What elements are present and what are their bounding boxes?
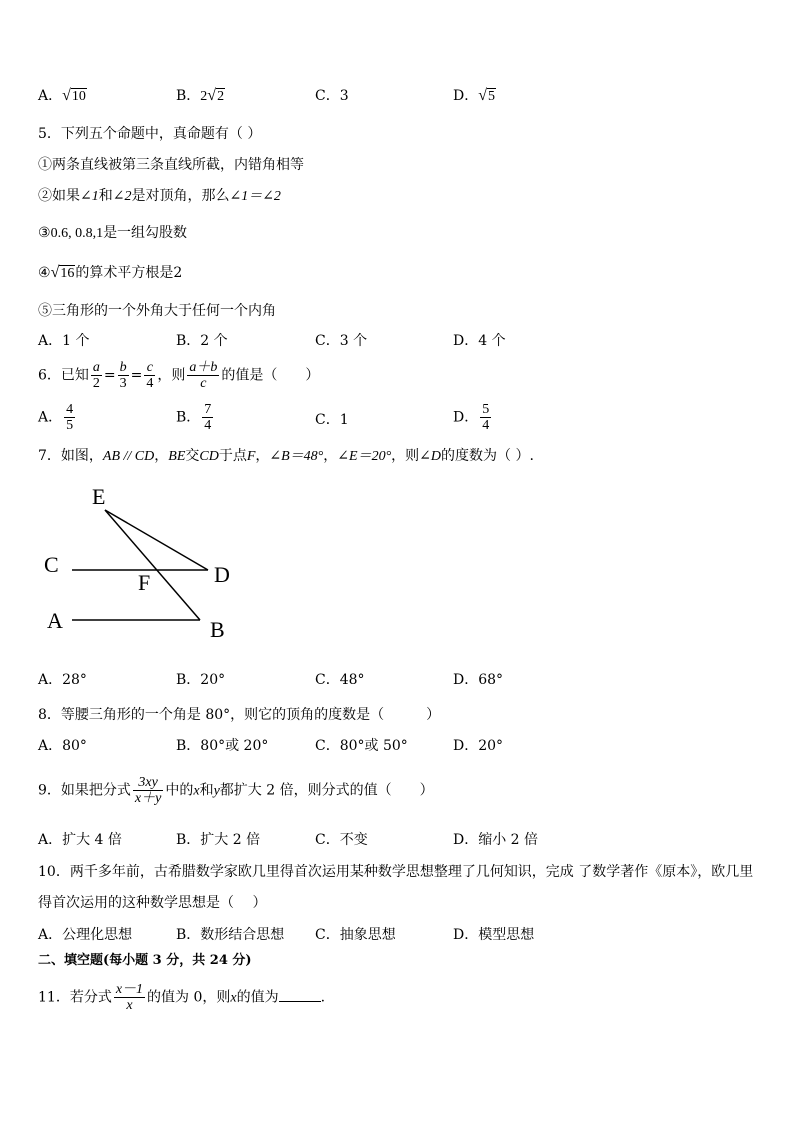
q5-option-d[interactable]: D．4 个 xyxy=(453,333,506,349)
q8-option-a[interactable]: A．80° xyxy=(38,738,87,754)
fraction-c-over-4: $\frac{c}{4}$ xyxy=(146,360,154,391)
fraction-x-minus-1-over-x: $\frac{x-1}{x}$ xyxy=(115,982,144,1013)
q4-option-a[interactable]: A．√10 xyxy=(38,87,86,104)
q7-option-a[interactable]: A．28° xyxy=(38,672,87,688)
sqrt-5: √5 xyxy=(478,87,496,104)
label-C: C xyxy=(44,552,59,577)
q9-option-c[interactable]: C．不变 xyxy=(315,832,368,848)
section-2-title: 二、填空题(每小题 3 分，共 24 分) xyxy=(38,953,252,968)
q7-stem: 7．如图，AB // CD，BE交CD于点F，∠B＝48°，∠E＝20°，则∠D的度数为（ ）. xyxy=(38,448,534,464)
label-E: E xyxy=(92,484,106,509)
q6-option-c[interactable]: C．1 xyxy=(315,412,349,428)
q5-option-c[interactable]: C．3 个 xyxy=(315,333,368,349)
fraction-a-over-2: $\frac{a}{2}$ xyxy=(92,360,100,391)
q9-option-b[interactable]: B．扩大 2 倍 xyxy=(176,832,261,848)
label-B: B xyxy=(210,617,225,642)
q8-option-c[interactable]: C．80°或 50° xyxy=(315,738,408,754)
line-EB xyxy=(105,510,200,620)
q10-stem-line1: 10．两千多年前，古希腊数学家欧几里得首次运用某种数学思想整理了几何知识，完成 了数学著作《原本》，欧几里 xyxy=(38,864,754,880)
q10-option-d[interactable]: D．模型思想 xyxy=(453,927,535,943)
q7-option-b[interactable]: B．20° xyxy=(176,672,226,688)
fraction-7-over-4: $\frac{7}{4}$ xyxy=(204,402,212,433)
q8-option-b[interactable]: B．80°或 20° xyxy=(176,738,269,754)
q4-option-c[interactable]: C．3 xyxy=(315,88,349,104)
q5-statement-3: ③0.6, 0.8,1是一组勾股数 xyxy=(38,225,188,241)
sqrt-10: √10 xyxy=(62,87,86,104)
q10-option-c[interactable]: C．抽象思想 xyxy=(315,927,396,943)
q10-stem-line2: 得首次运用的这种数学思想是（ ） xyxy=(38,895,267,911)
q5-statement-2: ②如果∠1和∠2是对顶角，那么∠1＝∠2 xyxy=(38,188,281,204)
q9-option-d[interactable]: D．缩小 2 倍 xyxy=(453,832,539,848)
q11-stem: 11．若分式 $\frac{x-1}{x}$ 的值为 0，则x的值为 . xyxy=(38,982,326,1013)
label-A: A xyxy=(47,608,63,633)
fraction-b-over-3: $\frac{b}{3}$ xyxy=(119,360,127,391)
fraction-3xy-over-x-plus-y: $\frac{3xy}{x+y}$ xyxy=(134,775,162,806)
q5-statement-1: ①两条直线被第三条直线所截，内错角相等 xyxy=(38,157,304,173)
q8-stem: 8．等腰三角形的一个角是 80°，则它的顶角的度数是（ ） xyxy=(38,707,441,723)
fraction-4-over-5: $\frac{4}{5}$ xyxy=(66,402,74,433)
label-D: D xyxy=(214,562,230,587)
sqrt-16: √16 xyxy=(50,264,75,281)
answer-blank[interactable] xyxy=(279,987,321,1002)
q6-stem: 6．已知 $\frac{a}{2}$ = $\frac{b}{3}$ = $\frac{c}{4}$ ，则 $\frac{a+b}{c}$ 的值是（ ） xyxy=(38,360,320,391)
two-sqrt-2: 2√2 xyxy=(200,87,225,104)
q7-geometry-figure xyxy=(30,480,250,650)
q7-option-d[interactable]: D．68° xyxy=(453,672,504,688)
fraction-a-plus-b-over-c: $\frac{a+b}{c}$ xyxy=(189,360,218,391)
label-F: F xyxy=(138,570,151,595)
q6-option-a[interactable]: A． $\frac{4}{5}$ xyxy=(38,402,74,433)
q6-option-b[interactable]: B． $\frac{7}{4}$ xyxy=(176,402,212,433)
line-ED xyxy=(105,510,208,570)
fraction-5-over-4: $\frac{5}{4}$ xyxy=(482,402,490,433)
q6-option-d[interactable]: D． $\frac{5}{4}$ xyxy=(453,402,490,433)
q4-option-b[interactable]: B．2√2 xyxy=(176,87,225,104)
q5-statement-5: ⑤三角形的一个外角大于任何一个内角 xyxy=(38,303,276,319)
q8-option-d[interactable]: D．20° xyxy=(453,738,504,754)
q4-option-d[interactable]: D．√5 xyxy=(453,87,496,104)
q10-option-b[interactable]: B．数形结合思想 xyxy=(176,927,285,943)
q5-stem: 5．下列五个命题中，真命题有（ ） xyxy=(38,126,262,142)
q5-option-a[interactable]: A．1 个 xyxy=(38,333,90,349)
q10-option-a[interactable]: A．公理化思想 xyxy=(38,927,133,943)
q5-statement-4: ④√16的算术平方根是2 xyxy=(38,264,183,281)
q9-option-a[interactable]: A．扩大 4 倍 xyxy=(38,832,122,848)
q5-option-b[interactable]: B．2 个 xyxy=(176,333,228,349)
q7-option-c[interactable]: C．48° xyxy=(315,672,365,688)
q9-stem: 9．如果把分式 $\frac{3xy}{x+y}$ 中的x和y都扩大 2 倍，则分式的值（ ） xyxy=(38,775,434,806)
